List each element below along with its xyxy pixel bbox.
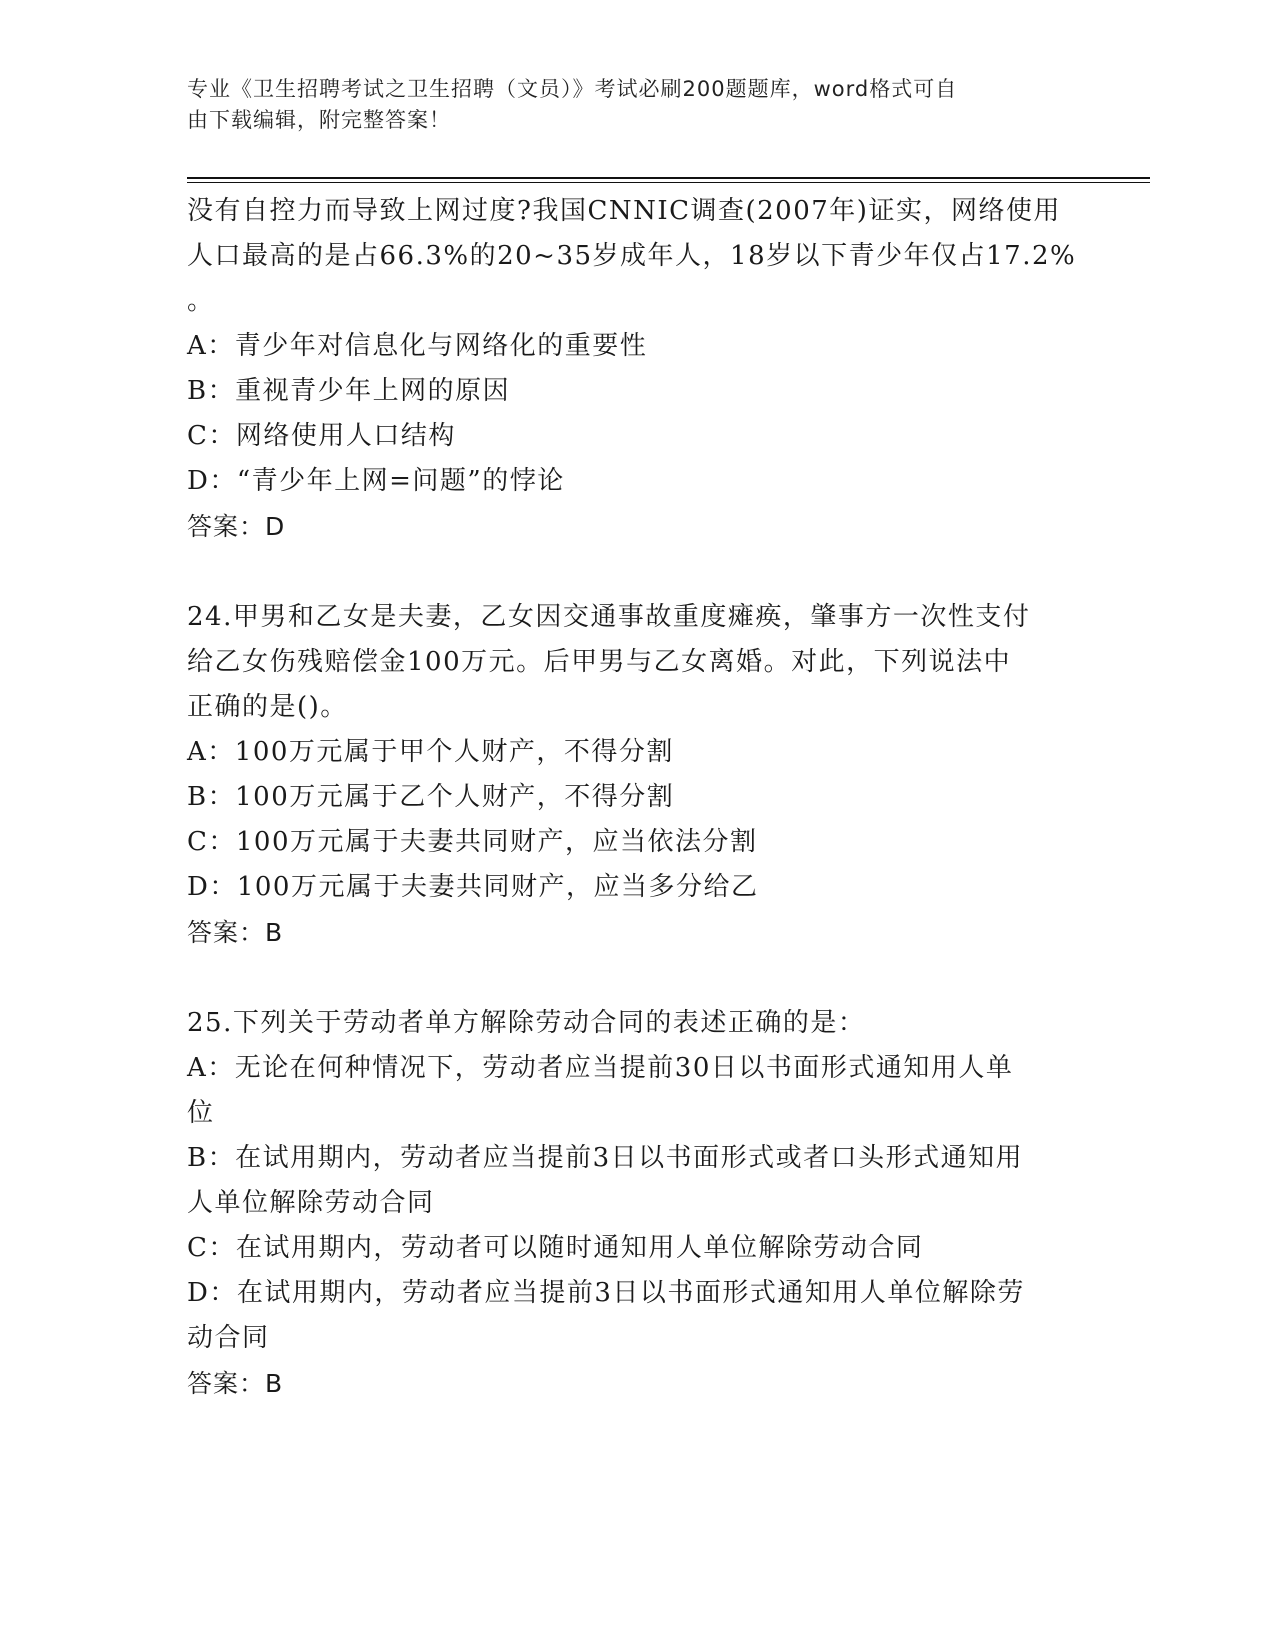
question-25 — [187, 1001, 1087, 1406]
question-24 — [187, 595, 1087, 955]
option-a: A：无论在何种情况下，劳动者应当提前30日以书面形式通知用人单 — [187, 1053, 1014, 1083]
question-stem-line: 人口最高的是占66.3%的20~35岁成年人，18岁以下青少年仅占17.2% — [187, 241, 1077, 271]
document-header — [187, 74, 1067, 136]
question-stem-line: 正确的是()。 — [187, 692, 348, 722]
option-d-continued: 动合同 — [187, 1323, 270, 1353]
question-stem-line: 24.甲男和乙女是夫妻，乙女因交通事故重度瘫痪，肇事方一次性支付 — [187, 602, 1031, 632]
spacer — [187, 549, 1087, 595]
header-divider-thin — [187, 182, 1150, 183]
header-line-1: 专业《卫生招聘考试之卫生招聘（文员）》考试必刷200题题库，word格式可自 — [187, 77, 958, 101]
option-c: C：网络使用人口结构 — [187, 421, 456, 451]
answer-label: 答案：B — [187, 918, 284, 947]
option-c: C：100万元属于夫妻共同财产，应当依法分割 — [187, 827, 758, 857]
header-line-2: 由下载编辑，附完整答案！ — [187, 108, 451, 132]
option-d: D：100万元属于夫妻共同财产，应当多分给乙 — [187, 872, 759, 902]
question-stem-line: 给乙女伤残赔偿金100万元。后甲男与乙女离婚。对此，下列说法中 — [187, 647, 1012, 677]
option-a: A：青少年对信息化与网络化的重要性 — [187, 331, 648, 361]
document-body — [187, 189, 1087, 1406]
option-b: B：100万元属于乙个人财产，不得分割 — [187, 782, 675, 812]
header-divider-thick — [187, 177, 1150, 179]
question-stem-line: 没有自控力而导致上网过度?我国CNNIC调查(2007年)证实，网络使用 — [187, 196, 1061, 226]
option-d: D：“青少年上网=问题”的悖论 — [187, 466, 565, 496]
option-b-continued: 人单位解除劳动合同 — [187, 1188, 435, 1218]
answer-label: 答案：D — [187, 512, 286, 541]
option-a-continued: 位 — [187, 1098, 215, 1128]
option-a: A：100万元属于甲个人财产，不得分割 — [187, 737, 674, 767]
question-23 — [187, 189, 1087, 549]
question-stem-line: 。 — [187, 286, 215, 316]
option-b: B：在试用期内，劳动者应当提前3日以书面形式或者口头形式通知用 — [187, 1143, 1024, 1173]
question-stem-line: 25.下列关于劳动者单方解除劳动合同的表述正确的是： — [187, 1008, 866, 1038]
option-c: C：在试用期内，劳动者可以随时通知用人单位解除劳动合同 — [187, 1233, 924, 1263]
option-b: B：重视青少年上网的原因 — [187, 376, 511, 406]
option-d: D：在试用期内，劳动者应当提前3日以书面形式通知用人单位解除劳 — [187, 1278, 1025, 1308]
answer-label: 答案：B — [187, 1369, 284, 1398]
spacer — [187, 955, 1087, 1001]
